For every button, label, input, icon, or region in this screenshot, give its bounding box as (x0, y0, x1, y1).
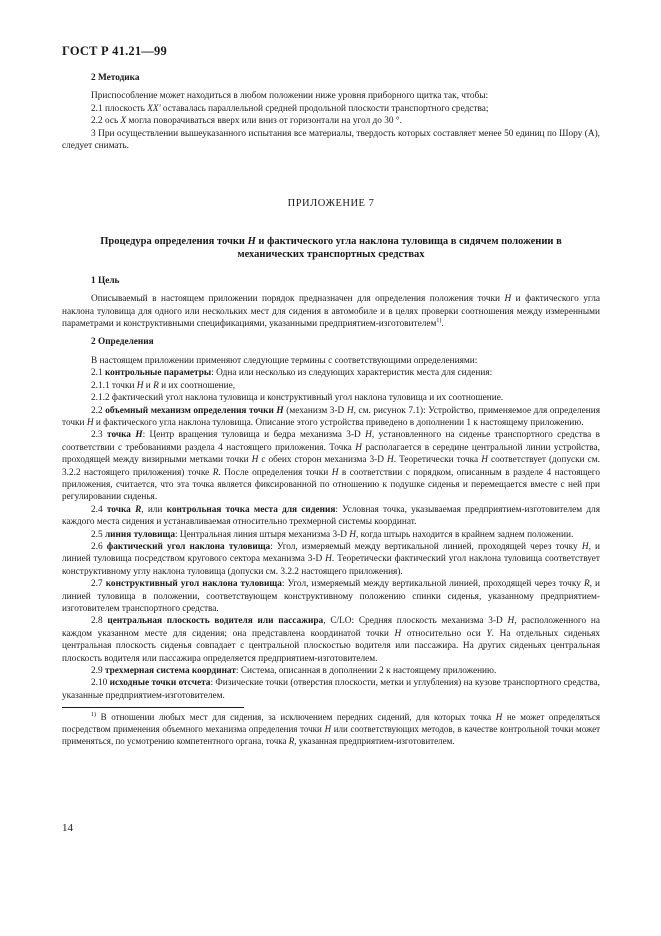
definition-2-4: 2.4 точка R, или контрольная точка места для сидения: Условная точка, указываемая предприятием-изготовителем для каждого места сидения и устанавливаемая относительно трехмерной системы координат. (62, 504, 600, 528)
footnote-ref: 1) (436, 317, 442, 324)
definition-2-1: 2.1 контрольные параметры: Одна или несколько из следующих характеристик места для сидения: (91, 368, 493, 379)
page-number: 14 (62, 822, 73, 834)
definition-2-1-2: 2.1.2 фактический угол наклона туловища и конструктивный угол наклона туловища и их соотношение. (91, 393, 504, 404)
method-item-2-2: 2.2 ось X могла поворачиваться вверх или вниз от горизонтали на угол до 30 °. (91, 116, 402, 127)
method-item-2-1: 2.1 плоскость XX' оставалась параллельной средней продольной плоскости транспортного средства; (91, 103, 489, 114)
footnote-text: $^{1)}$ В отношении любых мест для сидения, за исключением передних сидений, для которых точка Н не может определяться посредством применения объемного механизма определения точки Н или соответствующих методов, в качестве контрольной точки может применяться, по усмотрению компетентного органа, точка R, указанная предприятием-изготовителем. (62, 712, 600, 747)
appendix-title: Процедура определения точки Н и фактического угла наклона туловища в сидячем положении в механических транспортных средствах (100, 235, 562, 260)
definition-2-5: 2.5 линия туловища: Центральная линия штыря механизма 3-D Н, когда штырь находится в крайнем заднем положении. (91, 529, 574, 540)
footnote (62, 711, 600, 747)
goal-paragraph: Описываемый в настоящем приложении порядок предназначен для определения положения точки Н и фактического угла наклона туловища для одного или нескольких мест для сидения в автомобиле и в целях проверки соотношения между измеренными параметрами и конструктивными спецификациями, указанными предприятием-изготовителем$^{1)}$. (62, 294, 601, 330)
definition-2-8: 2.8 центральная плоскость водителя или пассажира, C/LO: Средняя плоскость механизма 3-D Н, расположенного на каждом указанном месте для сидения; она представлена координатой точки Н относительно оси Y. На отдельных сиденьях центральная плоскость сиденья совпадает с центральной плоскостью водителя или пассажира. На других сиденьях центральная плоскость водителя или пассажира определяется предприятием-изготовителем. (62, 616, 600, 664)
definition-2-3: 2.3 точка Н: Центр вращения туловища и бедра механизма 3-D Н, установленного на сиденье транспортного средства в соответствии с требованиями раздела 4 настоящего приложения. Точка Н располагается в середине центральной линии устройства, проходящей между визирными метками точки Н с обеих сторон механизма 3-D Н. Теоретически точка Н соответствует (допуски см. 3.2.2 настоящего приложения) точке R. После определения точки Н в соответствии с порядком, описанным в разделе 4 настоящего приложения, считается, что эта точка является фиксированной по отношению к подушке сиденья и перемещается вместе с ней при регулировании сиденья. (62, 430, 601, 503)
definition-2-9: 2.9 трехмерная система координат: Система, описанная в дополнении 2 к настоящему приложению. (91, 666, 497, 677)
method-item-3: 3 При осуществлении вышеуказанного испытания все материалы, твердость которых составляет менее 50 единиц по Шору (А), следует снимать. (62, 128, 600, 152)
section-goal-title: 1 Цель (91, 275, 120, 286)
definitions-intro: В настоящем приложении применяют следующие термины с соответствующими определениями: (91, 355, 478, 366)
section-method-title: 2 Методика (91, 73, 140, 83)
definition-2-1-1: 2.1.1 точки Н и R и их соотношение, (91, 380, 236, 391)
document-code-header: ГОСТ Р 41.21—99 (62, 44, 167, 58)
definition-2-2: 2.2 объемный механизм определения точки Н (механизм 3-D Н, см. рисунок 7.1): Устройство, применяемое для определения точки Н и фактического угла наклона туловища. Описание этого устройства приведено в дополнении 1 к настоящему приложению. (62, 405, 600, 428)
definition-2-7: 2.7 конструктивный угол наклона туловища: Угол, измеряемый между вертикальной линией, проходящей через точку R, и линией туловища в положении, соответствующем конструктивному положению спинки сиденья, указанному предприятием-изготовителем транспортного средства. (62, 579, 601, 614)
definition-2-10: 2.10 исходные точки отсчета: Физические точки (отверстия плоскости, метки и углубления) на кузове транспортного средства, указанные предприятием-изготовителем. (62, 678, 601, 701)
appendix-label: ПРИЛОЖЕНИЕ 7 (287, 198, 375, 210)
section-definitions-title: 2 Определения (91, 337, 154, 348)
page-content (62, 68, 600, 747)
method-intro: Приспособление может находиться в любом положении ниже уровня приборного щитка так, чтобы: (91, 91, 489, 102)
definition-2-6: 2.6 фактический угол наклона туловища: Угол, измеряемый между вертикальной линией, проходящей через точку Н, и линией туловища посредством кругового сектора механизма 3-D Н. Теоретически фактический угол наклона туловища соответствует конструктивному углу наклона туловища (допуски см. 3.2.2 настоящего приложения). (62, 541, 600, 577)
footnote-divider (62, 707, 244, 708)
